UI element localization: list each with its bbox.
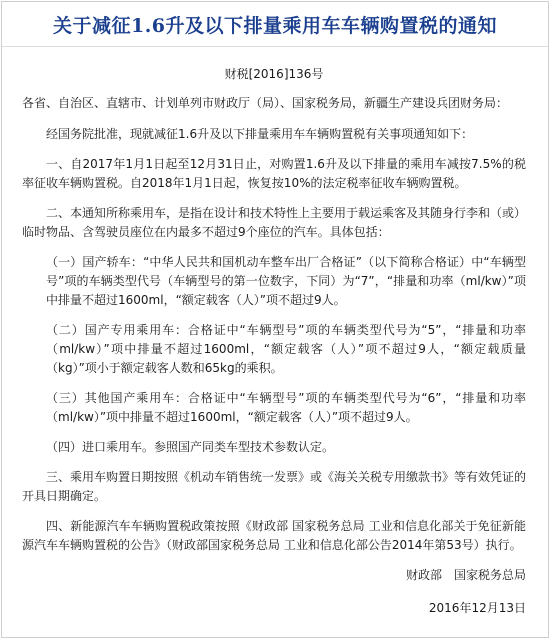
title-bar xyxy=(2,2,548,47)
document-title: 关于减征1.6升及以下排量乘用车车辆购置税的通知 xyxy=(52,14,498,37)
signers: 财政部 国家税务总局 xyxy=(405,568,526,582)
sub-item-4: （四）进口乘用车。参照国产同类车型技术参数认定。 xyxy=(46,440,335,454)
item-2: 二、本通知所称乘用车，是指在设计和技术特性上主要用于载运乘客及其随身行李和（或）临时物品、含驾驶员座位在内最多不超过9个座位的汽车。具体包括： xyxy=(22,206,527,239)
item-4: 四、新能源汽车车辆购置税政策按照《财政部 国家税务总局 工业和信息化部关于免征新能源汽车车辆购置税的公告》（财政部国家税务总局 工业和信息化部公告2014年第53号）执行。 xyxy=(22,519,526,552)
sub-item-1: （一）国产轿车：“中华人民共和国机动车整车出厂合格证”（以下简称合格证）中“车辆型号”项的车辆类型代号（车辆型号的第一位数字，下同）为“7”，“排量和功率（ml/kw）”项中排量不超过1600ml，“额定载客（人）”项不超过9人。 xyxy=(46,255,526,307)
document-page xyxy=(1,1,549,638)
issue-date: 2016年12月13日 xyxy=(428,601,526,615)
document-number: 财税[2016]136号 xyxy=(224,67,324,81)
sub-item-2: （二）国产专用乘用车：合格证中“车辆型号”项的车辆类型代号为“5”，“排量和功率（ml/kw）”项中排量不超过1600ml，“额定载客（人）”项不超过9人，“额定载质量（kg）”项小于额定载客人数和65kg的乘积。 xyxy=(46,323,526,375)
addressee: 各省、自治区、直辖市、计划单列市财政厅（局）、国家税务局，新疆生产建设兵团财务局： xyxy=(22,96,509,110)
item-3: 三、乘用车购置日期按照《机动车销售统一发票》或《海关关税专用缴款书》等有效凭证的开具日期确定。 xyxy=(22,470,527,503)
sub-item-3: （三）其他国产乘用车：合格证中“车辆型号”项的车辆类型代号为“6”，“排量和功率（ml/kw）”项中排量不超过1600ml，“额定载客（人）”项不超过9人。 xyxy=(46,391,526,424)
intro-paragraph: 经国务院批准，现就减征1.6升及以下排量乘用车车辆购置税有关事项通知如下： xyxy=(46,127,474,141)
document-body xyxy=(2,47,548,618)
item-1: 一、自2017年1月1日起至12月31日止，对购置1.6升及以下排量的乘用车减按7.5%的税率征收车辆购置税。自2018年1月1日起，恢复按10%的法定税率征收车辆购置税。 xyxy=(22,157,526,190)
